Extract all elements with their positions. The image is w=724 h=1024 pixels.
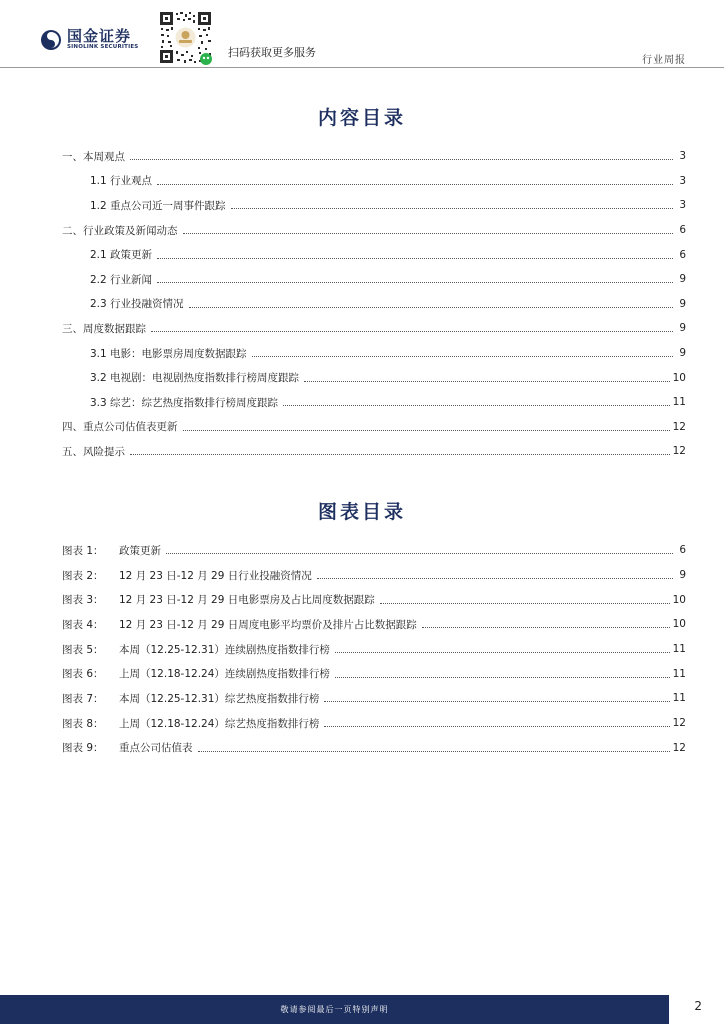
toc-page-number: 11 [672, 667, 686, 680]
dot-leader [324, 700, 669, 702]
toc-page-number: 10 [672, 618, 686, 631]
brand-logo-icon [40, 29, 62, 51]
figure-title: 12 月 23 日-12 月 29 日周度电影平均票价及排片占比数据跟踪 [119, 618, 417, 631]
qr-code-icon[interactable] [158, 10, 213, 65]
toc-entry-label: 1.1 行业观点 [90, 175, 153, 188]
toc-entry[interactable] [62, 736, 686, 761]
toc-page-number: 10 [672, 371, 686, 384]
dot-leader [157, 257, 673, 259]
toc-entry[interactable] [62, 637, 686, 662]
dot-leader [130, 158, 673, 160]
toc-page-number: 12 [672, 717, 686, 730]
toc-entry-label: 1.2 重点公司近一周事件跟踪 [90, 199, 226, 212]
figure-title: 12 月 23 日-12 月 29 日行业投融资情况 [119, 569, 312, 582]
toc-page-number: 3 [679, 150, 686, 163]
toc-page-number: 9 [679, 347, 686, 360]
figure-number: 图表 6： [62, 668, 104, 681]
toc-entry-label: 四、重点公司估值表更新 [62, 421, 178, 434]
dot-leader [189, 306, 673, 308]
figure-title: 上周（12.18-12.24）连续剧热度指数排行榜 [119, 668, 330, 681]
toc-entry-label: 3.1 电影：电影票房周度数据跟踪 [90, 347, 247, 360]
page-header [0, 0, 724, 68]
dot-leader [380, 602, 670, 604]
figure-number: 图表 2： [62, 569, 104, 582]
figure-number: 图表 8： [62, 717, 104, 730]
figure-number: 图表 5： [62, 643, 104, 656]
toc-page-number: 6 [679, 224, 686, 237]
qr-caption: 扫码获取更多服务 [228, 46, 316, 59]
toc-entry[interactable] [62, 169, 686, 194]
toc-page-number: 3 [679, 199, 686, 212]
dot-leader [252, 355, 673, 357]
figure-title: 本周（12.25-12.31）综艺热度指数排行榜 [119, 692, 320, 705]
toc-entry[interactable] [62, 193, 686, 218]
toc-entry-label: 二、行业政策及新闻动态 [62, 224, 178, 237]
figure-title: 上周（12.18-12.24）综艺热度指数排行榜 [119, 717, 320, 730]
toc-page-number: 11 [672, 643, 686, 656]
toc-entry[interactable] [62, 415, 686, 440]
toc-entry-label: 三、周度数据跟踪 [62, 322, 146, 335]
toc-entry[interactable] [62, 711, 686, 736]
dot-leader [157, 281, 673, 283]
toc-page-number: 12 [672, 741, 686, 754]
dot-leader [183, 429, 670, 431]
toc-entry[interactable] [62, 439, 686, 464]
toc-entry[interactable] [62, 390, 686, 415]
brand-name-cn: 国金证券 [67, 27, 132, 45]
toc-entry[interactable] [62, 218, 686, 243]
toc-page-number: 6 [679, 248, 686, 261]
dot-leader [157, 183, 673, 185]
toc-page-number: 11 [672, 396, 686, 409]
dot-leader [166, 552, 673, 554]
dot-leader [151, 330, 673, 332]
dot-leader [130, 453, 670, 455]
toc-page-number: 9 [679, 569, 686, 582]
dot-leader [317, 577, 673, 579]
figure-number: 图表 9： [62, 742, 104, 755]
dot-leader [231, 207, 673, 209]
toc-entry-label: 2.1 政策更新 [90, 249, 153, 262]
dot-leader [183, 232, 674, 234]
figures-title: 图表目录 [317, 501, 406, 523]
toc-entry[interactable] [62, 587, 686, 612]
dot-leader [335, 676, 670, 678]
toc-page-number: 9 [679, 322, 686, 335]
toc-entry[interactable] [62, 292, 686, 317]
toc-page-number: 3 [679, 174, 686, 187]
toc-page-number: 9 [679, 273, 686, 286]
report-category: 行业周报 [642, 55, 686, 66]
brand-logo [40, 28, 138, 51]
figure-title: 12 月 23 日-12 月 29 日电影票房及占比周度数据跟踪 [119, 594, 375, 607]
contents-title: 内容目录 [317, 107, 406, 129]
figure-number: 图表 3： [62, 594, 104, 607]
page-footer [0, 995, 724, 1024]
figure-number: 图表 7： [62, 692, 104, 705]
dot-leader [304, 380, 670, 382]
toc-page-number: 11 [672, 692, 686, 705]
toc-entry-label: 2.3 行业投融资情况 [90, 298, 184, 311]
figure-title: 政策更新 [119, 544, 161, 557]
dot-leader [422, 626, 670, 628]
figure-title: 重点公司估值表 [119, 742, 193, 755]
toc-entry[interactable] [62, 612, 686, 637]
brand-name-en: SINOLINK SECURITIES [67, 44, 139, 50]
toc-entry[interactable] [62, 341, 686, 366]
figure-number: 图表 1： [62, 544, 104, 557]
toc-entry-label: 3.2 电视剧：电视剧热度指数排行榜周度跟踪 [90, 372, 300, 385]
dot-leader [335, 651, 670, 653]
figure-number: 图表 4： [62, 618, 104, 631]
toc-page-number: 12 [672, 445, 686, 458]
toc-entry[interactable] [62, 267, 686, 292]
toc-page-number: 9 [679, 297, 686, 310]
toc-entry[interactable] [62, 144, 686, 169]
toc-entry-label: 五、风险提示 [62, 445, 125, 458]
dot-leader [324, 725, 669, 727]
toc-entry-label: 一、本周观点 [62, 150, 125, 163]
table-of-contents [62, 144, 686, 464]
page-number: 2 [694, 999, 702, 1013]
toc-entry[interactable] [62, 538, 686, 563]
toc-entry[interactable] [62, 365, 686, 390]
toc-entry[interactable] [62, 686, 686, 711]
toc-entry[interactable] [62, 316, 686, 341]
footer-disclaimer: 敬请参阅最后一页特别声明 [280, 1005, 389, 1014]
figure-title: 本周（12.25-12.31）连续剧热度指数排行榜 [119, 643, 330, 656]
toc-entry[interactable] [62, 242, 686, 267]
toc-entry-label: 3.3 综艺：综艺热度指数排行榜周度跟踪 [90, 396, 279, 409]
toc-page-number: 6 [679, 544, 686, 557]
toc-entry-label: 2.2 行业新闻 [90, 273, 153, 286]
list-of-figures [62, 538, 686, 760]
toc-entry[interactable] [62, 563, 686, 588]
toc-page-number: 10 [672, 593, 686, 606]
dot-leader [283, 404, 670, 406]
toc-page-number: 12 [672, 420, 686, 433]
dot-leader [198, 750, 670, 752]
header-divider [0, 67, 724, 68]
toc-entry[interactable] [62, 661, 686, 686]
